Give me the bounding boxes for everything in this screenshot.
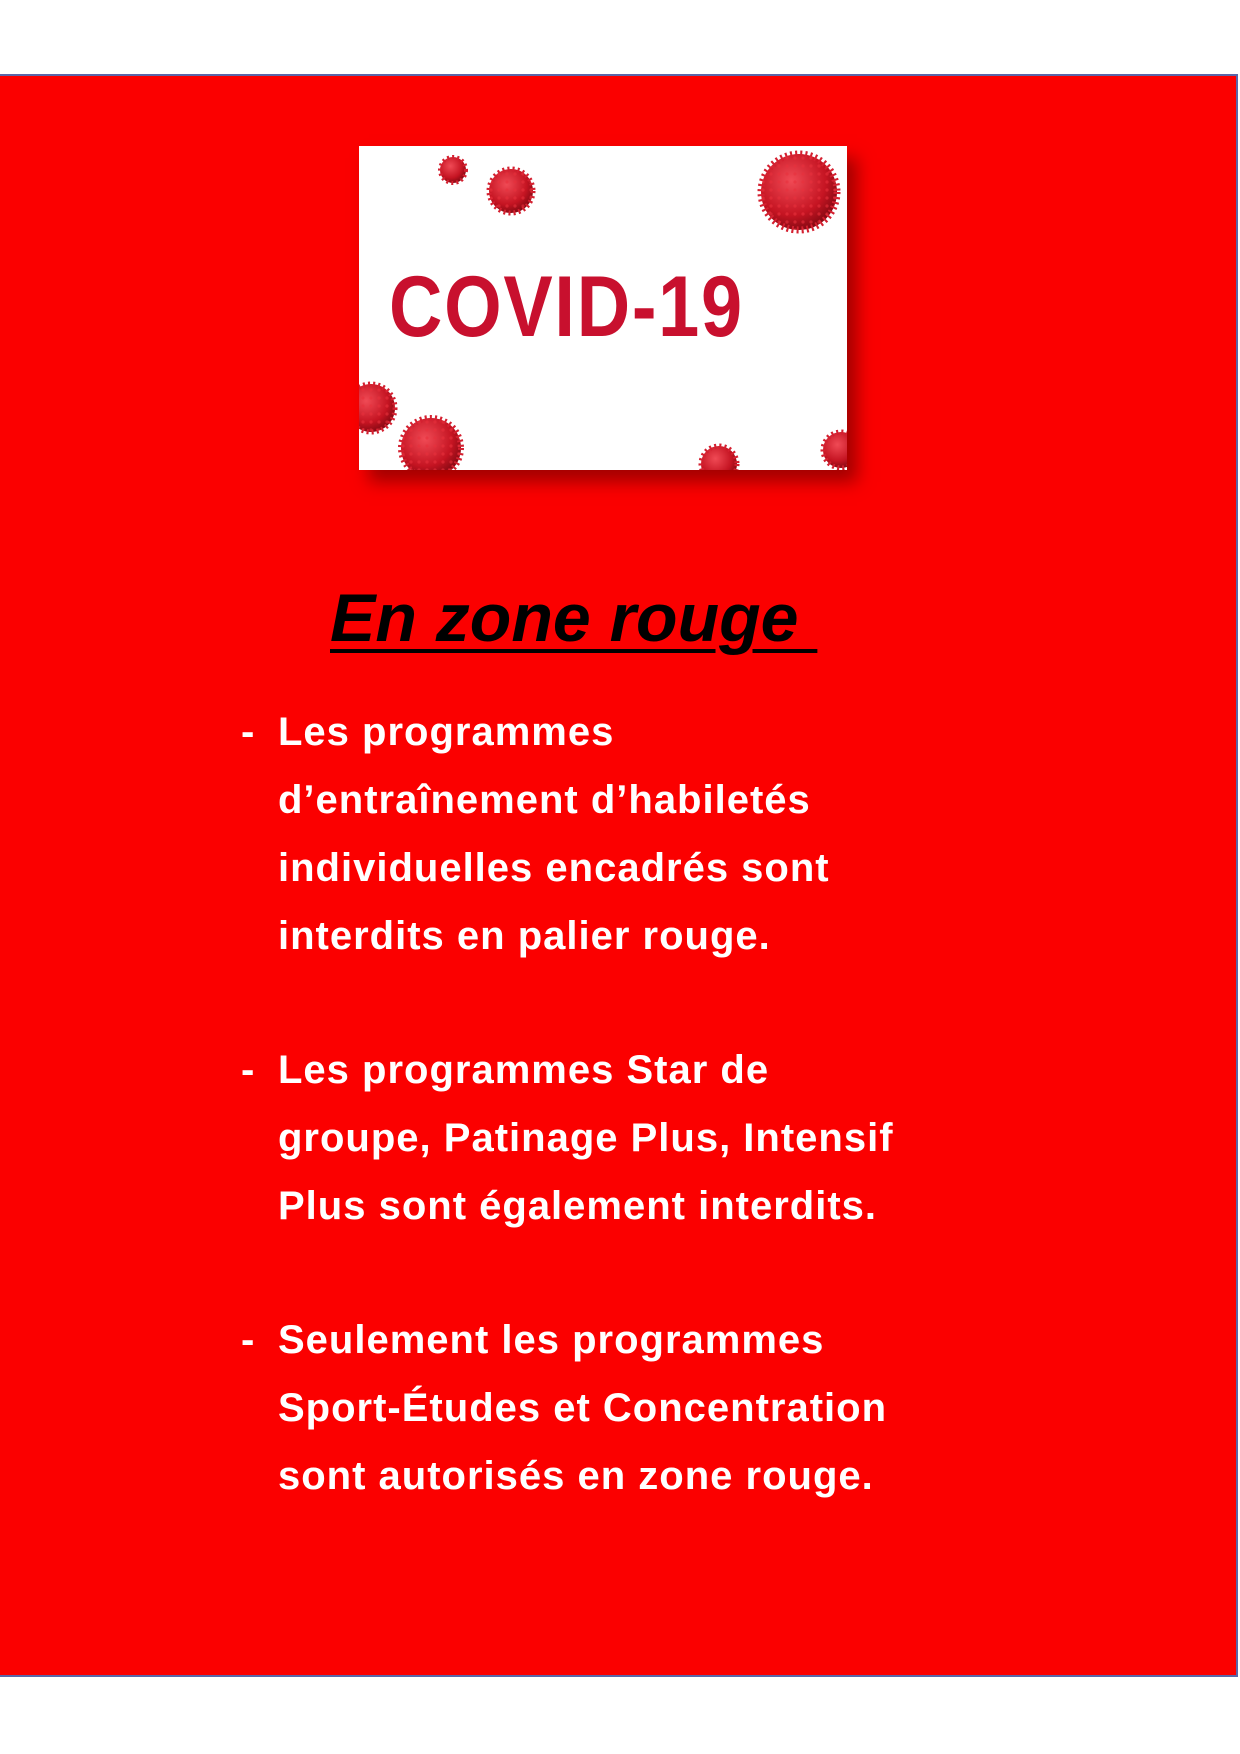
bullet-line: interdits en palier rouge.: [278, 914, 771, 958]
bullet-item: [236, 1306, 1056, 1510]
bullet-line: d’entraînement d’habiletés: [278, 778, 811, 822]
bullet-line: Sport-Études et Concentration: [278, 1386, 888, 1430]
page-heading: En zone rouge: [330, 580, 818, 656]
bullet-line: Seulement les programmes: [278, 1318, 825, 1362]
bullet-line: sont autorisés en zone rouge.: [278, 1454, 874, 1498]
virus-particle: [440, 157, 466, 183]
virus-particle: [701, 446, 737, 470]
bullet-marker: -: [241, 1318, 256, 1362]
bullet-item: [236, 1036, 1056, 1240]
virus-particle: [489, 169, 533, 213]
bullet-marker: -: [241, 710, 256, 754]
bullet-line: Les programmes: [278, 710, 615, 754]
bullet-item: [236, 698, 1056, 970]
bullet-line: groupe, Patinage Plus, Intensif: [278, 1116, 894, 1160]
virus-particle: [359, 384, 395, 432]
bullet-list: [236, 698, 1056, 1576]
virus-particle: [823, 432, 847, 468]
covid-title: COVID-19: [389, 259, 744, 355]
virus-particle: [761, 154, 837, 230]
bullet-line: Plus sont également interdits.: [278, 1184, 878, 1228]
poster: [0, 74, 1238, 1677]
covid-banner-image: [359, 146, 847, 470]
bullet-marker: -: [241, 1048, 256, 1092]
bullet-line: Les programmes Star de: [278, 1048, 770, 1092]
virus-particle: [401, 418, 461, 470]
bullet-line: individuelles encadrés sont: [278, 846, 830, 890]
